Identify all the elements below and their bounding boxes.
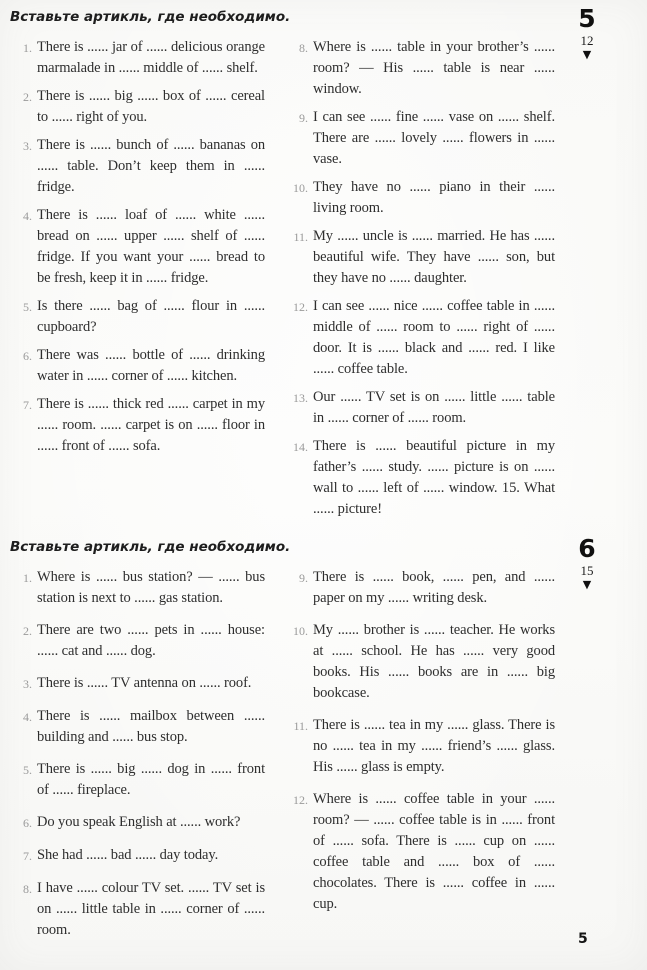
exercise-item xyxy=(289,177,555,219)
item-number: 11. xyxy=(293,719,308,733)
exercise-item xyxy=(13,37,265,79)
exercise-item xyxy=(289,37,555,100)
exercise-item xyxy=(289,296,555,380)
item-text: Where is ...... bus station? — ...... bus station is next to ...... gas station. xyxy=(37,569,265,606)
exercise-number: 6 xyxy=(578,534,596,563)
item-number: 3. xyxy=(23,677,32,691)
exercise-item xyxy=(13,620,265,662)
exercise-5-block xyxy=(0,4,647,527)
exercise-badge xyxy=(569,5,605,61)
item-text: Our ...... TV set is on ...... little ...... table in ...... corner of ...... room. xyxy=(313,389,555,426)
item-number: 2. xyxy=(23,624,32,638)
item-text: Do you speak English at ...... work? xyxy=(37,814,241,830)
item-number: 10. xyxy=(293,181,308,195)
item-number: 4. xyxy=(23,209,32,223)
exercise-item xyxy=(13,706,265,748)
exercise-column-right xyxy=(289,567,555,952)
item-number: 12. xyxy=(293,793,308,807)
triangle-down-icon: ▼ xyxy=(582,48,592,61)
exercise-item xyxy=(13,845,265,867)
item-text: There are two ...... pets in ...... house: ...... cat and ...... dog. xyxy=(37,622,265,659)
item-text: There is ...... tea in my ...... glass. There is no ...... tea in my ...... friend’s ...... glass. His ...... glass is empty. xyxy=(313,717,555,775)
item-text: I can see ...... nice ...... coffee table in ...... middle of ...... room to ...... right of ...... door. It is ...... black and ...... red. I like ...... coffee table. xyxy=(313,298,555,377)
item-number: 11. xyxy=(293,230,308,244)
exercise-item xyxy=(13,345,265,387)
item-text: I can see ...... fine ...... vase on ...... shelf. There are ...... lovely ...... flowers in ...... vase. xyxy=(313,109,555,167)
exercise-item xyxy=(13,394,265,457)
exercise-instruction: Вставьте артикль, где необходимо. xyxy=(10,9,291,25)
item-number: 10. xyxy=(293,624,308,638)
item-text: My ...... brother is ...... teacher. He works at ...... school. He has ...... very good books. His ...... books are in ...... big bookcase. xyxy=(313,622,555,701)
item-number: 13. xyxy=(293,391,308,405)
item-number: 9. xyxy=(299,111,308,125)
item-number: 14. xyxy=(293,440,308,454)
item-number: 8. xyxy=(299,41,308,55)
exercise-column-left xyxy=(13,37,265,527)
exercise-item xyxy=(13,759,265,801)
item-text: There is ...... big ...... dog in ...... front of ...... fireplace. xyxy=(37,761,265,798)
exercise-item xyxy=(289,436,555,520)
exercise-item xyxy=(289,789,555,915)
triangle-down-icon: ▼ xyxy=(582,578,592,591)
exercise-item xyxy=(289,620,555,704)
exercise-item xyxy=(13,135,265,198)
exercise-item xyxy=(13,567,265,609)
exercise-item xyxy=(13,86,265,128)
item-text: There is ...... jar of ...... delicious orange marmalade in ...... middle of ...... shelf. xyxy=(37,39,265,76)
item-text: They have no ...... piano in their ...... living room. xyxy=(313,179,555,216)
item-text: There is ...... bunch of ...... bananas on ...... table. Don’t keep them in ...... fridge. xyxy=(37,137,265,195)
exercise-subnumber: 15 xyxy=(580,563,594,578)
item-text: My ...... uncle is ...... married. He has ...... beautiful wife. They have ...... son, but they have no ...... daughter. xyxy=(313,228,555,286)
item-number: 6. xyxy=(23,816,32,830)
item-number: 3. xyxy=(23,139,32,153)
exercise-item xyxy=(13,878,265,941)
item-text: Is there ...... bag of ...... flour in ...... cupboard? xyxy=(37,298,265,335)
item-number: 6. xyxy=(23,349,32,363)
exercise-badge xyxy=(569,535,605,591)
item-text: Where is ...... coffee table in your ...... room? — ...... coffee table is in ...... front of ...... sofa. There is ...... cup on ...... coffee table and ...... box of ...... chocolates. There is ...... coffee in ...... cup. xyxy=(313,791,555,912)
exercise-item xyxy=(289,567,555,609)
exercise-item xyxy=(289,107,555,170)
item-number: 5. xyxy=(23,763,32,777)
exercise-item xyxy=(289,715,555,778)
item-number: 9. xyxy=(299,571,308,585)
exercise-subnumber: 12 xyxy=(580,33,594,48)
item-text: There was ...... bottle of ...... drinking water in ...... corner of ...... kitchen. xyxy=(37,347,265,384)
exercise-item xyxy=(13,812,265,834)
item-number: 7. xyxy=(23,398,32,412)
item-number: 7. xyxy=(23,849,32,863)
item-number: 2. xyxy=(23,90,32,104)
exercise-item xyxy=(13,205,265,289)
item-text: There is ...... big ...... box of ...... cereal to ...... right of you. xyxy=(37,88,265,125)
exercise-item xyxy=(289,226,555,289)
item-number: 12. xyxy=(293,300,308,314)
item-text: There is ...... TV antenna on ...... roof. xyxy=(37,675,252,691)
item-text: There is ...... mailbox between ...... building and ...... bus stop. xyxy=(37,708,265,745)
item-number: 4. xyxy=(23,710,32,724)
item-number: 5. xyxy=(23,300,32,314)
exercise-columns xyxy=(0,37,647,527)
item-number: 1. xyxy=(23,41,32,55)
item-text: I have ...... colour TV set. ...... TV set is on ...... little table in ...... corner of ...... room. xyxy=(37,880,265,938)
exercise-6-block xyxy=(0,534,647,952)
item-text: There is ...... thick red ...... carpet in my ...... room. ...... carpet is on ...... floor in ...... front of ...... sofa. xyxy=(37,396,265,454)
item-text: There is ...... beautiful picture in my father’s ...... study. ...... picture is on ...... wall to ...... left of ...... window. 15. What ...... picture! xyxy=(313,438,555,517)
item-text: She had ...... bad ...... day today. xyxy=(37,847,219,863)
exercise-item xyxy=(13,296,265,338)
exercise-item xyxy=(289,387,555,429)
exercise-column-left xyxy=(13,567,265,952)
exercise-item xyxy=(13,673,265,695)
item-number: 1. xyxy=(23,571,32,585)
exercise-columns xyxy=(0,567,647,952)
exercise-instruction: Вставьте артикль, где необходимо. xyxy=(10,539,291,555)
exercise-number: 5 xyxy=(578,4,596,33)
item-text: There is ...... loaf of ...... white ...... bread on ...... upper ...... shelf of ...... fridge. If you want your ...... bread to be fresh, keep it in ...... fridge. xyxy=(37,207,265,286)
exercise-column-right xyxy=(289,37,555,527)
item-number: 8. xyxy=(23,882,32,896)
page-number: 5 xyxy=(578,931,588,947)
item-text: There is ...... book, ...... pen, and ...... paper on my ...... writing desk. xyxy=(313,569,555,606)
item-text: Where is ...... table in your brother’s ...... room? — His ...... table is near ...... window. xyxy=(313,39,555,97)
